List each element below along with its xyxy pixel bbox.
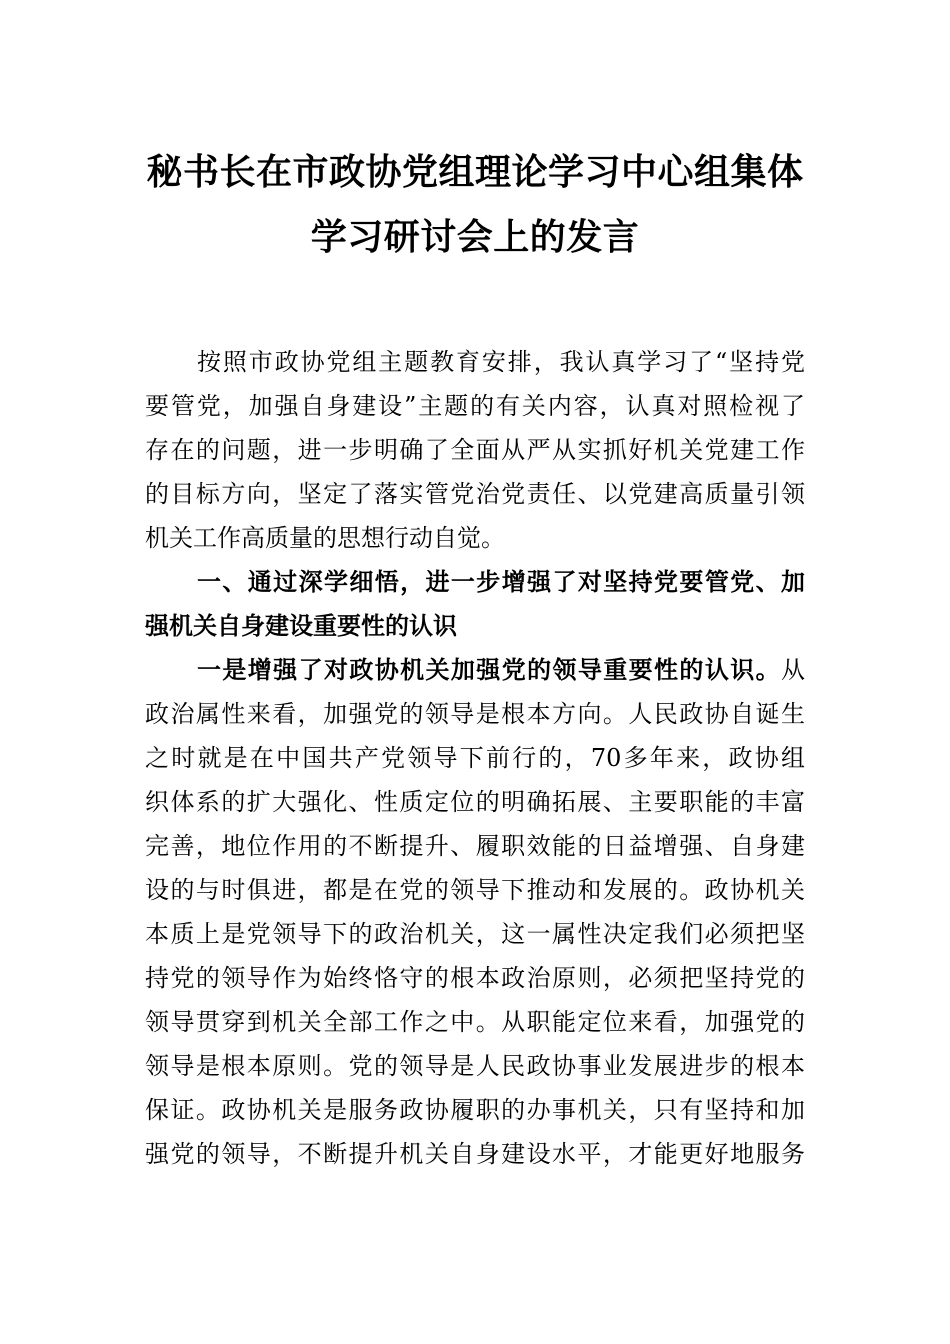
paragraph-2-line-2: 政治属性来看，加强党的领导是根本方向。人民政协自诞生: [145, 700, 805, 728]
paragraph-2-line-10: 领导是根本原则。党的领导是人民政协事业发展进步的根本: [145, 1052, 805, 1080]
paragraph-2-line-12: 强党的领导，不断提升机关自身建设水平，才能更好地服务: [145, 1140, 805, 1168]
document-body: [145, 340, 805, 1176]
paragraph-2-line-8: 持党的领导作为始终恪守的根本政治原则，必须把坚持党的: [145, 964, 805, 992]
document-title-line-1: 秘书长在市政协党组理论学习中心组集体: [146, 151, 804, 193]
paragraph-2-line-5: 完善，地位作用的不断提升、履职效能的日益增强、自身建: [145, 832, 805, 860]
paragraph-2-lead: 一是增强了对政协机关加强党的领导重要性的认识。: [197, 655, 781, 684]
paragraph-1-line-4: 的目标方向，坚定了落实管党治党责任、以党建高质量引领: [145, 480, 805, 508]
paragraph-1-line-2: 要管党，加强自身建设”主题的有关内容，认真对照检视了: [145, 392, 805, 420]
paragraph-2-line-9: 领导贯穿到机关全部工作之中。从职能定位来看，加强党的: [145, 1008, 805, 1036]
paragraph-1-line-1: 按照市政协党组主题教育安排，我认真学习了“坚持党: [197, 348, 805, 376]
paragraph-2-line-3: 之时就是在中国共产党领导下前行的，70多年来，政协组: [145, 744, 805, 772]
paragraph-1-line-3: 存在的问题，进一步明确了全面从严从实抓好机关党建工作: [145, 436, 805, 464]
paragraph-2-line-11: 保证。政协机关是服务政协履职的办事机关，只有坚持和加: [145, 1096, 805, 1124]
paragraph-2-lead-tail: 从: [781, 656, 805, 684]
paragraph-2-line-1: [145, 648, 805, 692]
paragraph-2-line-4: 织体系的扩大强化、性质定位的明确拓展、主要职能的丰富: [145, 788, 805, 816]
section-1-heading-line-1: 一、通过深学细悟，进一步增强了对坚持党要管党、加: [197, 568, 805, 596]
paragraph-2-line-7: 本质上是党领导下的政治机关，这一属性决定我们必须把坚: [145, 920, 805, 948]
section-1-heading-line-2: 强机关自身建设重要性的认识: [145, 612, 457, 640]
paragraph-1-line-5: 机关工作高质量的思想行动自觉。: [145, 524, 505, 552]
document-title-line-2: 学习研讨会上的发言: [310, 216, 640, 258]
paragraph-2-line-6: 设的与时俱进，都是在党的领导下推动和发展的。政协机关: [145, 876, 805, 904]
